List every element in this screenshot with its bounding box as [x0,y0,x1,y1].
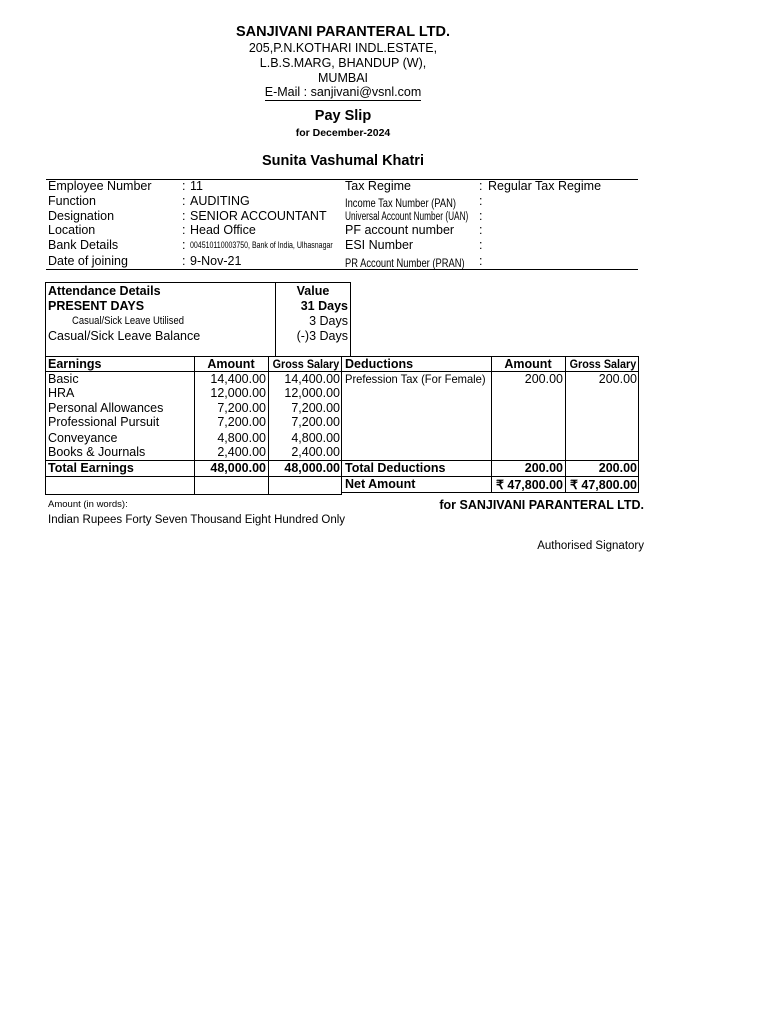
total-deductions-gross: 200.00 [598,461,637,475]
deductions-header: Deductions [345,357,414,371]
bank-details-label: Bank Details [48,238,119,252]
company-address-line1: 205,P.N.KOTHARI INDL.ESTATE, [248,41,438,55]
earning-name: Personal Allowances [48,401,164,415]
separator: : [182,179,186,193]
leave-utilised-label: Casual/Sick Leave Utilised [72,315,185,327]
net-amount-gross: ₹ 47,800.00 [569,478,637,492]
employee-name: Sunita Vashumal Khatri [262,153,424,169]
amount-in-words-label: Amount (in words): [48,499,128,510]
designation-label: Designation [48,209,115,223]
esi-number-label: ESI Number [345,238,414,252]
total-deductions-label: Total Deductions [345,461,446,475]
employee-number-value: 11 [190,179,203,193]
earning-amount: 14,400.00 [210,372,266,386]
company-name: SANJIVANI PARANTERAL LTD. [235,24,451,40]
details-bottom-rule [46,269,638,270]
company-address-line2: L.B.S.MARG, BHANDUP (W), [259,56,427,70]
bank-details-value: 004510110003750, Bank of India, Ulhasnagar [190,240,333,250]
function-label: Function [48,194,96,208]
date-of-joining-label: Date of joining [48,254,128,268]
separator: : [182,254,186,268]
earning-gross: 7,200.00 [291,415,340,429]
separator: : [479,238,483,252]
earning-amount: 2,400.00 [217,445,266,459]
company-city: MUMBAI [318,71,368,85]
deduction-gross: 200.00 [598,372,637,386]
function-value: AUDITING [190,194,250,208]
amount-in-words: Indian Rupees Forty Seven Thousand Eight Hundred Only [48,514,346,526]
salary-border-right [638,356,639,493]
net-amount-label: Net Amount [345,477,416,491]
company-email [0,85,686,99]
earnings-gross-header: Gross Salary [272,357,340,371]
earning-name: Books & Journals [48,445,146,459]
attendance-border-left [45,282,46,357]
earning-name: HRA [48,386,75,400]
earning-name: Professional Pursuit [48,415,160,429]
attendance-header: Attendance Details [48,284,161,298]
earning-amount: 7,200.00 [217,401,266,415]
date-of-joining-value: 9-Nov-21 [190,254,242,268]
leave-balance-value: (-)3 Days [296,329,348,343]
attendance-border-right [350,282,351,357]
attendance-value-header: Value [296,284,330,298]
earning-name: Conveyance [48,431,118,445]
designation-value: SENIOR ACCOUNTANT [190,209,327,223]
pf-account-label: PF account number [345,223,455,237]
earning-amount: 7,200.00 [217,415,266,429]
pan-label: Income Tax Number (PAN) [345,196,456,210]
earning-gross: 7,200.00 [291,401,340,415]
total-earnings-gross: 48,000.00 [284,461,340,475]
total-deductions-amount: 200.00 [524,461,563,475]
total-earnings-amount: 48,000.00 [210,461,266,475]
total-earnings-label: Total Earnings [48,461,134,475]
authorised-signatory: Authorised Signatory [537,540,644,552]
company-email-text: E-Mail : sanjivani@vsnl.com [264,85,422,99]
tax-regime-label: Tax Regime [345,179,411,193]
deductions-gross-header: Gross Salary [569,357,637,371]
earning-amount: 12,000.00 [210,386,266,400]
deduction-amount: 200.00 [524,372,563,386]
leave-utilised-value: 3 Days [309,314,348,328]
separator: : [182,223,186,237]
leave-balance-label: Casual/Sick Leave Balance [48,329,201,343]
for-company-label: for SANJIVANI PARANTERAL LTD. [439,498,644,512]
separator: : [182,194,186,208]
separator: : [479,254,483,268]
net-amount-value: ₹ 47,800.00 [495,478,563,492]
earning-gross: 14,400.00 [284,372,340,386]
separator: : [182,238,186,252]
separator: : [479,179,483,193]
uan-label: Universal Account Number (UAN) [345,211,469,223]
separator: : [479,209,483,223]
present-days-label: PRESENT DAYS [48,299,145,313]
pran-label: PR Account Number (PRAN) [345,256,465,270]
separator: : [479,223,483,237]
tax-regime-value: Regular Tax Regime [488,179,602,193]
pay-period: for December-2024 [295,127,391,139]
attendance-border-top [45,282,351,283]
earning-gross: 12,000.00 [284,386,340,400]
deduction-name: Prefession Tax (For Female) [345,372,486,386]
separator: : [182,209,186,223]
earning-gross: 4,800.00 [291,431,340,445]
location-value: Head Office [190,223,256,237]
earnings-header: Earnings [48,357,102,371]
earning-amount: 4,800.00 [217,431,266,445]
employee-number-label: Employee Number [48,179,152,193]
deductions-amount-header: Amount [504,357,552,371]
salary-border-left [45,356,46,495]
earnings-amount-header: Amount [207,357,255,371]
earning-gross: 2,400.00 [291,445,340,459]
payslip-title: Pay Slip [314,108,372,124]
earning-name: Basic [48,372,79,386]
location-label: Location [48,223,96,237]
present-days-value: 31 Days [300,299,348,313]
earnings-deductions-divider [341,356,342,495]
separator: : [479,194,483,208]
